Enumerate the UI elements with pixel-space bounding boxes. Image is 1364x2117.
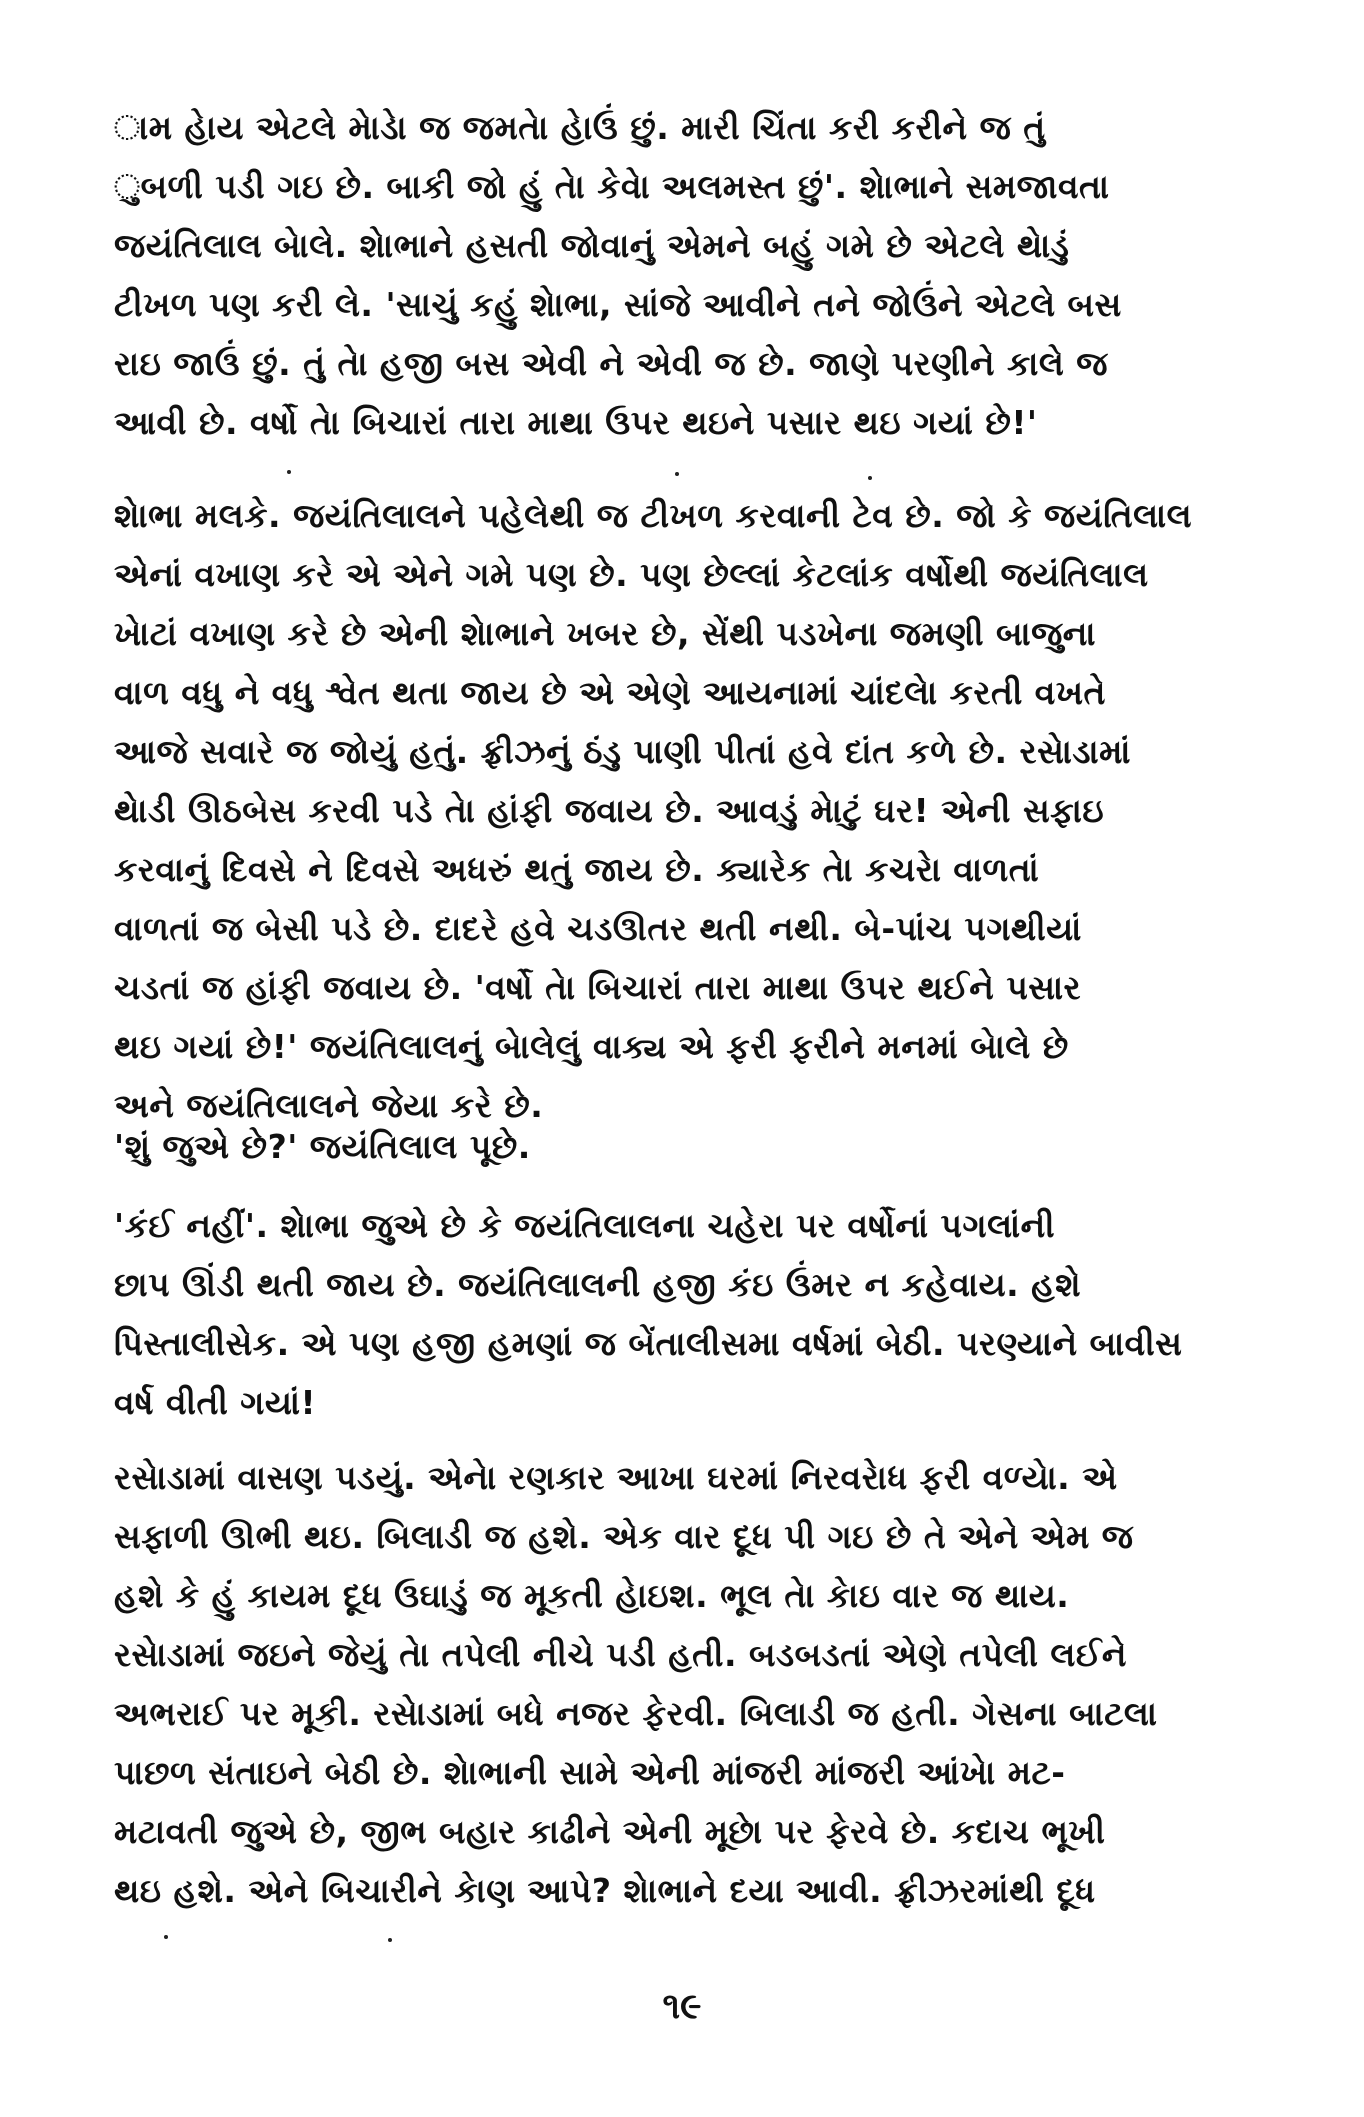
text-line: અભરાઈ પર મૂકી. રસેાડામાં બધે નજર ફેરવી. બિલાડી જ હતી. ગેસના બાટલા xyxy=(114,1694,1158,1733)
paragraph-5 xyxy=(114,1448,1232,1920)
text-line: શેાભા મલકે. જયંતિલાલને પહેલેથી જ ટીખળ કરવાની ટેવ છે. જો કે જયંતિલાલ xyxy=(114,496,1193,535)
text-line: થઇ ગયાં છે!' જયંતિલાલનું બેાલેલું વાક્ય એ ફરી ફરીને મનમાં બેાલે છે xyxy=(114,1027,1069,1066)
text-line: હશે કે હું કાયમ દૂધ ઉઘાડું જ મૂકતી હેાઇશ. ભૂલ તેા કેાઇ વાર જ થાય. xyxy=(114,1576,1070,1615)
text-line: આજે સવારે જ જોયું હતું. ફ્રીઝનું ઠંડુ પાણી પીતાં હવે દાંત કળે છે. રસેાડામાં xyxy=(114,732,1131,771)
text-line: ુબળી પડી ગઇ છે. બાકી જો હું તેા કેવેા અલમસ્ત છું'. શેાભાને સમજાવતા xyxy=(114,167,1110,206)
text-line: ચડતાં જ હાંફી જવાય છે. 'વર્ષો તેા બિચારાં તારા માથા ઉપર થઈને પસાર xyxy=(114,968,1082,1007)
paragraph-1 xyxy=(114,98,1232,452)
text-line: વાળ વધુ ને વધુ શ્વેત થતા જાય છે એ એણે આયનામાં ચાંદલેા કરતી વખતે xyxy=(114,673,1106,712)
print-speck xyxy=(287,470,291,474)
text-line: મટાવતી જુએ છે, જીભ બહાર કાઢીને એની મૂછેા પર ફેરવે છે. કદાચ ભૂખી xyxy=(114,1812,1106,1851)
text-line: વાળતાં જ બેસી પડે છે. દાદરે હવે ચડઊતર થતી નથી. બે-પાંચ પગથીયાં xyxy=(114,909,1082,948)
paragraph-3 xyxy=(114,1117,1232,1176)
text-line: છાપ ઊંડી થતી જાય છે. જયંતિલાલની હજી કંઇ ઉંમર ન કહેવાય. હશે xyxy=(114,1265,1082,1304)
text-line: રસેાડામાં વાસણ પડયું. એનેા રણકાર આખા ઘરમાં નિરવરેાધ ફરી વળ્યેા. એ xyxy=(114,1458,1118,1497)
text-line: ખેાટાં વખાણ કરે છે એની શેાભાને ખબર છે, સેંથી પડખેના જમણી બાજુના xyxy=(114,614,1096,653)
text-line: થઇ હશે. એને બિચારીને કેાણ આપે? શેાભાને દયા આવી. ફ્રીઝરમાંથી દૂધ xyxy=(114,1871,1096,1910)
text-line: રસેાડામાં જઇને જેયું તેા તપેલી નીચે પડી હતી. બડબડતાં એણે તપેલી લઈને xyxy=(114,1635,1127,1674)
print-speck xyxy=(868,476,872,480)
text-line: રાઇ જાઉં છું. તું તેા હજી બસ એવી ને એવી જ છે. જાણે પરણીને કાલે જ xyxy=(114,344,1109,383)
print-speck xyxy=(675,472,679,476)
text-line: 'કંઈ નહીં'. શેાભા જુએ છે કે જયંતિલાલના ચહેરા પર વર્ષોનાં પગલાંની xyxy=(114,1206,1056,1245)
text-line: ટીખળ પણ કરી લે. 'સાચું કહું શેાભા, સાંજે આવીને તને જોઉંને એટલે બસ xyxy=(114,285,1122,324)
text-line: જયંતિલાલ બેાલે. શેાભાને હસતી જોવાનું એમને બહું ગમે છે એટલે થેાડું xyxy=(114,226,1070,265)
text-line: પિસ્તાલીસેક. એ પણ હજી હમણાં જ બેંતાલીસમા વર્ષમાં બેઠી. પરણ્યાને બાવીસ xyxy=(114,1324,1183,1363)
text-line: કરવાનું દિવસે ને દિવસે અધરું થતું જાય છે. ક્યારેક તેા કચરેા વાળતાં xyxy=(114,850,1040,889)
text-line: એનાં વખાણ કરે એ એને ગમે પણ છે. પણ છેલ્લાં કેટલાંક વર્ષોથી જયંતિલાલ xyxy=(114,555,1149,594)
text-line: પાછળ સંતાઇને બેઠી છે. શેાભાની સામે એની માંજરી માંજરી આંખેા મટ- xyxy=(114,1753,1066,1792)
page-number: ૧૯ xyxy=(662,1986,702,2027)
text-line: અને જયંતિલાલને જેયા કરે છે. xyxy=(114,1086,544,1125)
text-line: 'શું જુએ છે?' જયંતિલાલ પૂછે. xyxy=(114,1127,531,1166)
text-line: આવી છે. વર્ષો તેા બિચારાં તારા માથા ઉપર થઇને પસાર થઇ ગયાં છે!' xyxy=(114,403,1038,442)
paragraph-2 xyxy=(114,486,1232,1135)
paragraph-4 xyxy=(114,1196,1232,1432)
text-line: સફાળી ઊભી થઇ. બિલાડી જ હશે. એક વાર દૂધ પી ગઇ છે તે એને એમ જ xyxy=(114,1517,1134,1556)
text-line: થેાડી ઊઠબેસ કરવી પડે તેા હાંફી જવાય છે. આવડું મેાટું ઘર! એની સફાઇ xyxy=(114,791,1105,830)
text-line: ામ હેાય એટલે મેાડેા જ જમતેા હેાઉં છું. મારી ચિંતા કરી કરીને જ તું xyxy=(114,108,1046,147)
print-speck xyxy=(388,1938,392,1942)
print-speck xyxy=(164,1935,168,1939)
text-line: વર્ષ વીતી ગયાં! xyxy=(114,1383,317,1422)
